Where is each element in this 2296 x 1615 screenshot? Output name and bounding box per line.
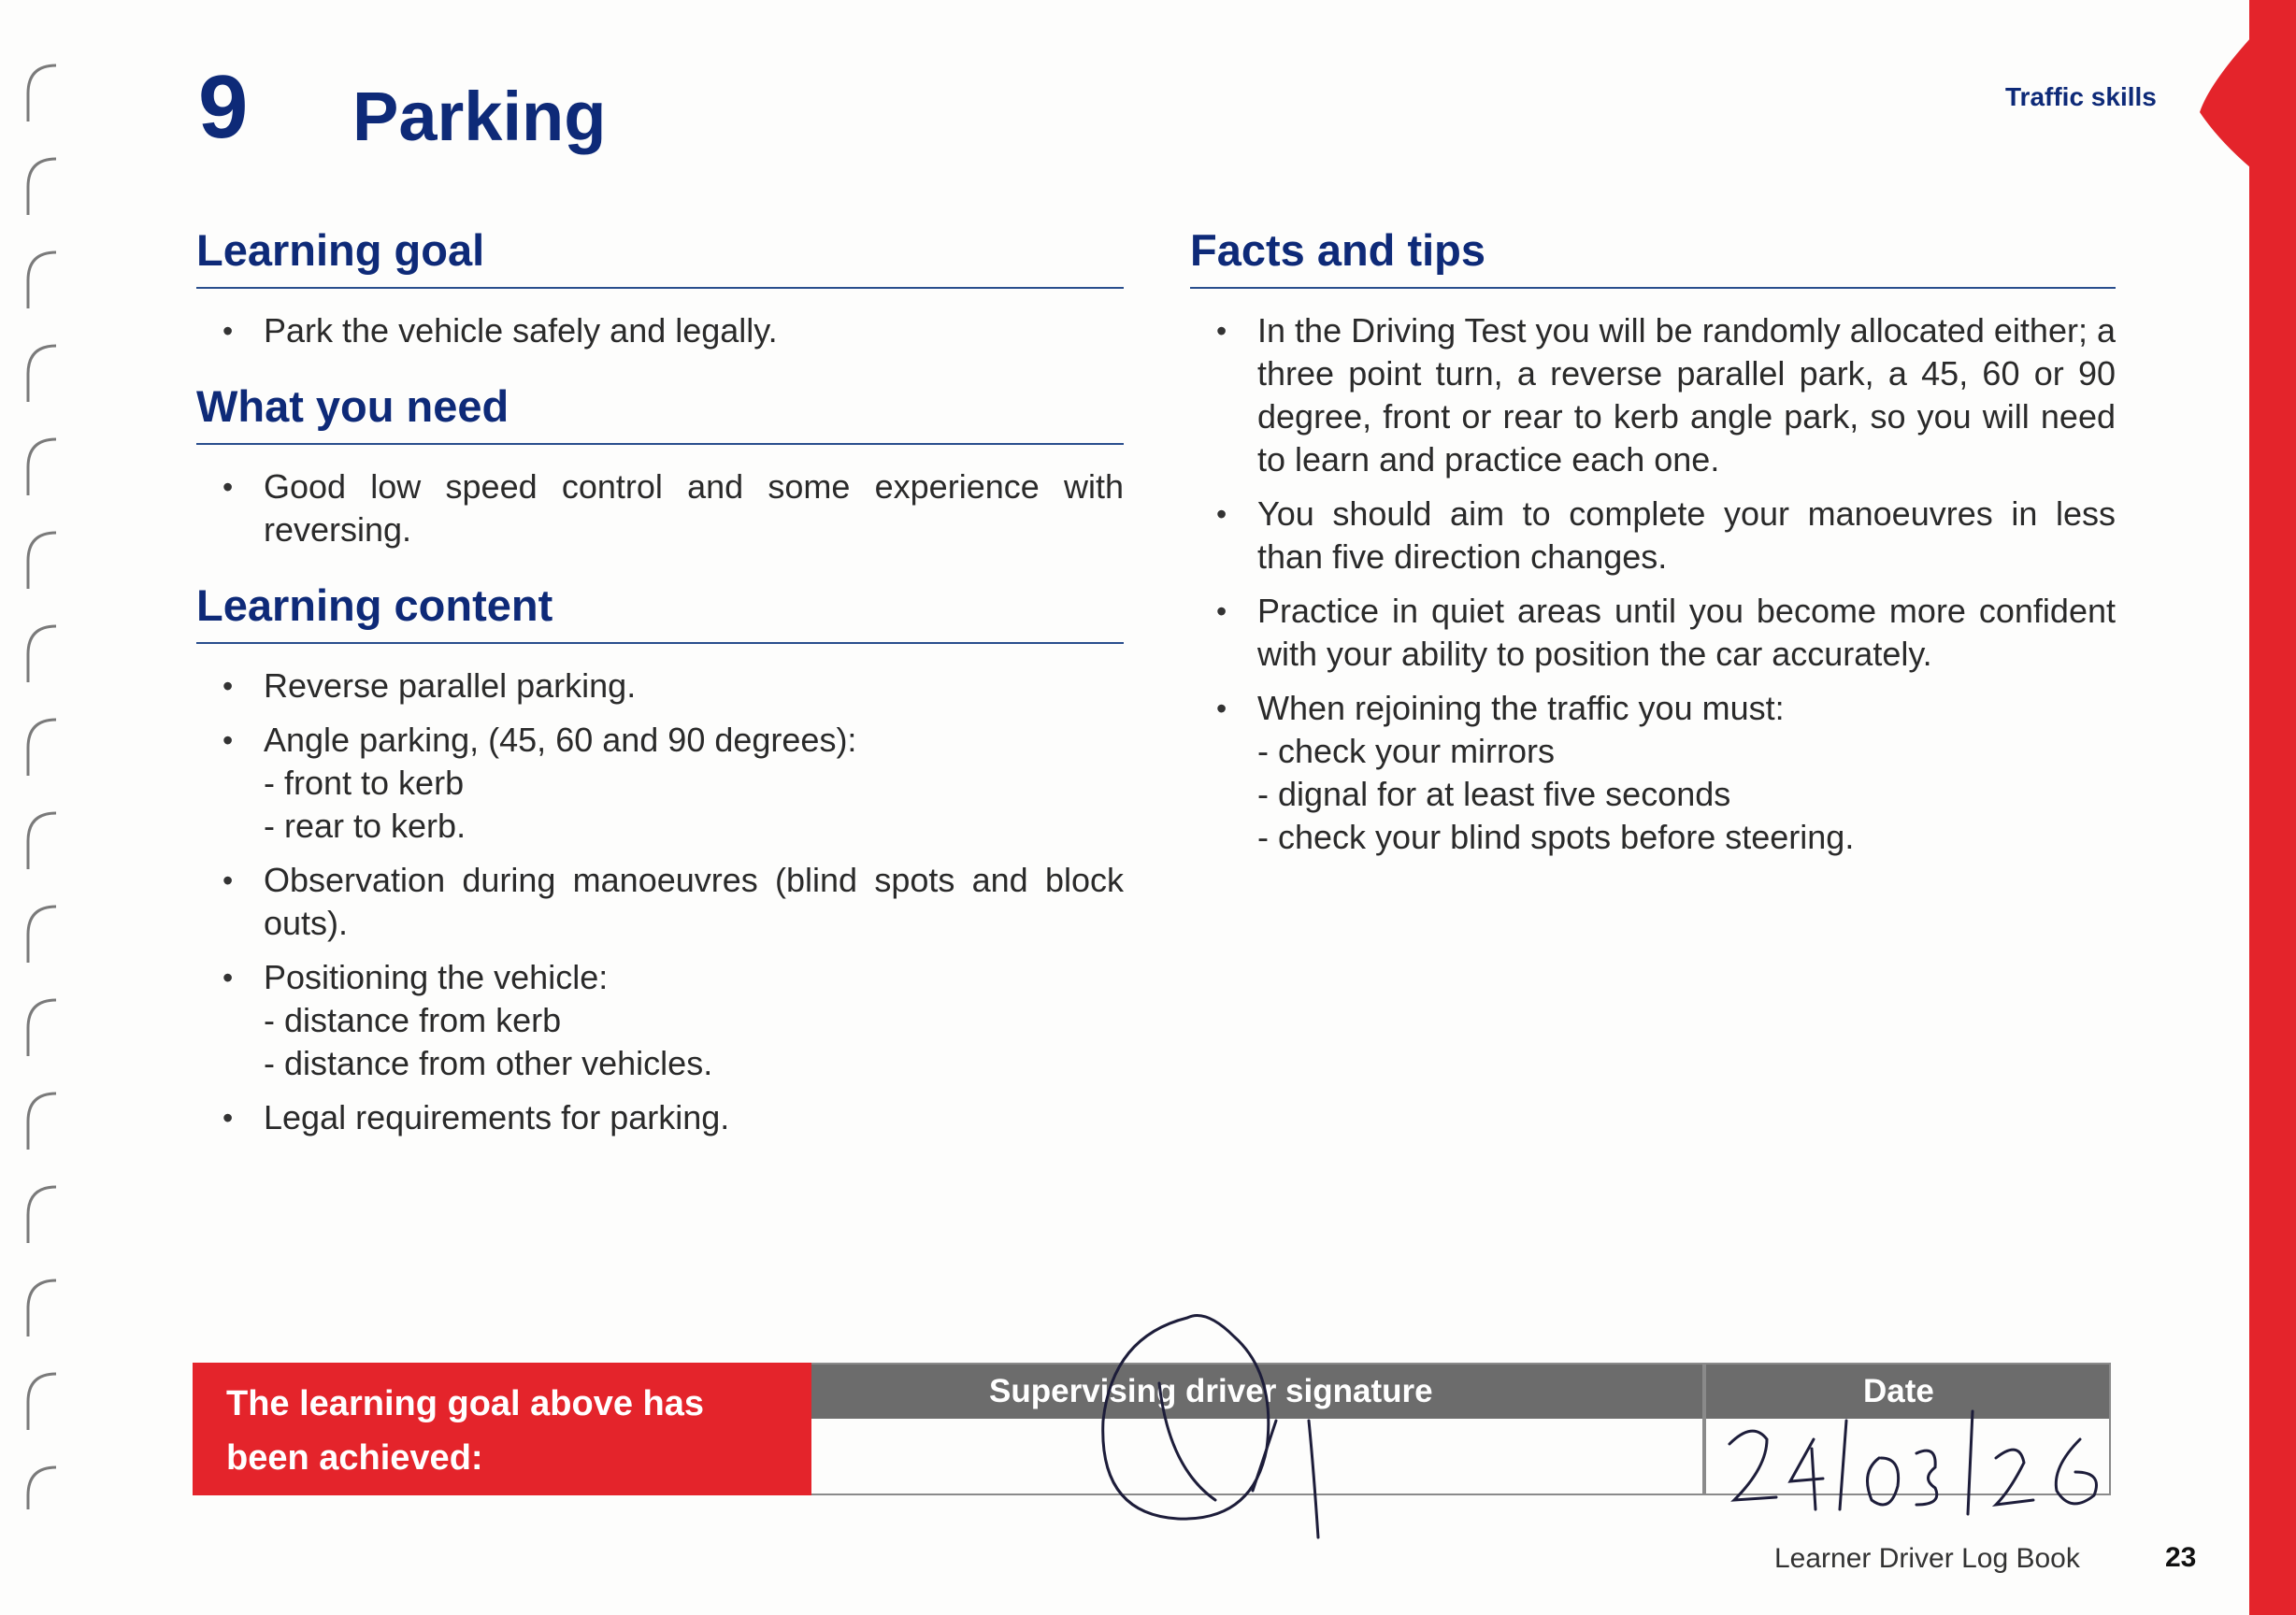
what-you-need-heading: What you need — [196, 380, 1124, 445]
page-number: 23 — [2165, 1542, 2197, 1573]
date-header: Date — [1706, 1365, 2109, 1419]
list-item-text: In the Driving Test you will be randomly allocated either; a three point turn, a reverse parallel park, a 45, 60 or 90 degree, front or rear to kerb angle park, so you will need to learn and practice each one. — [1257, 311, 2116, 479]
list-item — [1190, 687, 2116, 859]
chapter-title: Parking — [352, 78, 607, 155]
list-item-text: Positioning the vehicle: — [264, 958, 609, 996]
achievement-statement — [193, 1363, 811, 1495]
list-item-text: Angle parking, (45, 60 and 90 degrees): — [264, 721, 857, 759]
list-item-text: Reverse parallel parking. — [264, 666, 637, 705]
chapter-number: 9 — [198, 57, 249, 157]
right-column — [1190, 224, 2116, 887]
sub-item: - rear to kerb. — [264, 807, 466, 845]
page-edge-tab — [2249, 0, 2296, 1615]
facts-and-tips-list — [1190, 309, 2116, 859]
list-item — [1190, 590, 2116, 676]
left-column — [196, 224, 1124, 1167]
list-item — [1190, 493, 2116, 579]
sub-item: - check your mirrors — [1257, 732, 1556, 770]
list-item — [196, 956, 1124, 1085]
signature-field[interactable] — [811, 1363, 1704, 1495]
list-item-text: You should aim to complete your manoeuvres in less than five direction changes. — [1257, 494, 2116, 576]
list-item-text: Observation during manoeuvres (blind spots and block outs). — [264, 861, 1124, 942]
section-tag: Traffic skills — [2005, 82, 2157, 111]
footer-book-title: Learner Driver Log Book — [1774, 1543, 2080, 1574]
list-item: • Park the vehicle safely and legally. — [196, 309, 1124, 352]
achievement-statement-line: The learning goal above has — [226, 1384, 705, 1423]
list-item — [196, 859, 1124, 945]
sub-item: - check your blind spots before steering. — [1257, 818, 1855, 856]
achievement-statement-line: been achieved: — [226, 1438, 483, 1478]
list-item — [196, 1096, 1124, 1139]
page-edge-notch — [2200, 0, 2251, 1615]
spiral-binding — [0, 56, 75, 1514]
learning-goal-list — [196, 309, 1124, 352]
sub-item: - distance from kerb — [264, 1001, 562, 1039]
sub-item: - dignal for at least five seconds — [1257, 775, 1731, 813]
list-item-text: When rejoining the traffic you must: — [1257, 689, 1785, 727]
list-item: • Good low speed control and some experience with reversing. — [196, 465, 1124, 551]
date-field[interactable] — [1704, 1363, 2111, 1495]
list-item — [1190, 309, 2116, 481]
achievement-signoff — [193, 1363, 2111, 1495]
learning-content-heading: Learning content — [196, 579, 1124, 644]
signature-header: Supervising driver signature — [811, 1365, 1702, 1419]
list-item — [196, 665, 1124, 707]
learning-goal-heading: Learning goal — [196, 224, 1124, 289]
learning-content-list — [196, 665, 1124, 1139]
sub-item: - front to kerb — [264, 764, 465, 802]
list-item — [196, 719, 1124, 848]
facts-and-tips-heading: Facts and tips — [1190, 224, 2116, 289]
sub-item: - distance from other vehicles. — [264, 1044, 713, 1082]
list-item-text: Practice in quiet areas until you become more confident with your ability to position the car accurately. — [1257, 592, 2116, 673]
list-item-text: Legal requirements for parking. — [264, 1098, 730, 1136]
what-you-need-list — [196, 465, 1124, 551]
